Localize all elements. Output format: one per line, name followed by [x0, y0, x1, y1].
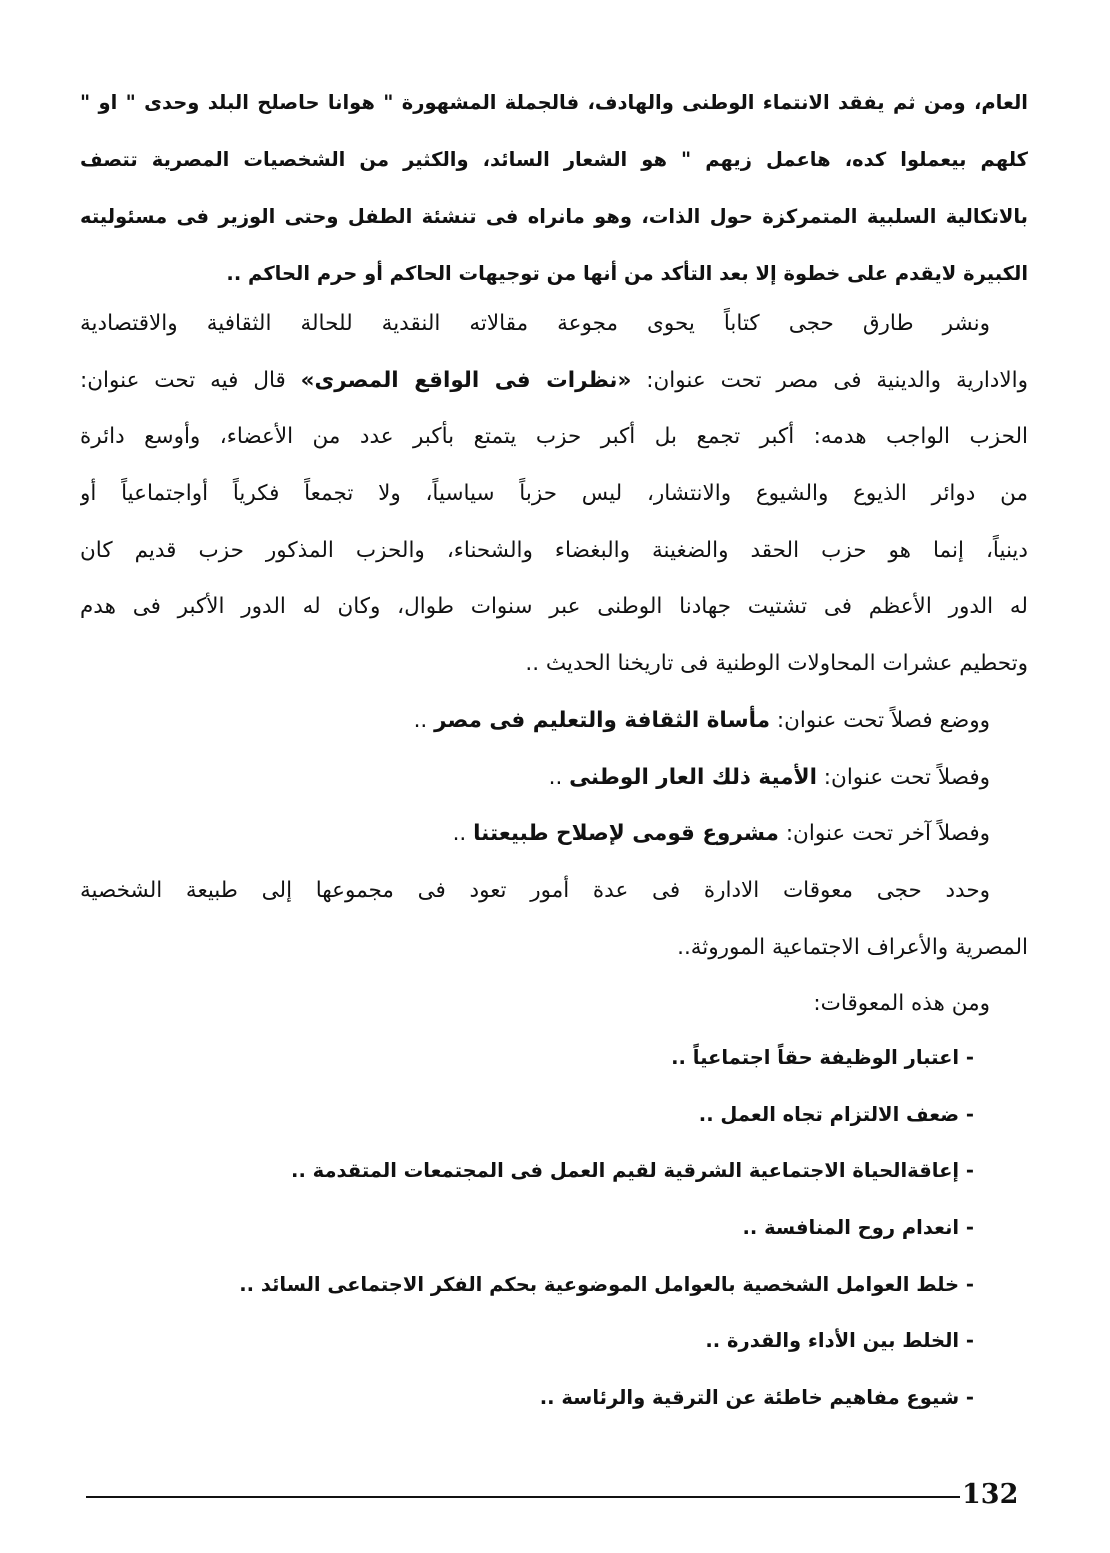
book-paragraph-line-2-end: قال فيه تحت عنوان:: [80, 367, 301, 393]
list-item: - خلط العوامل الشخصية بالعوامل الموضوعية بحكم الفكر الاجتماعى السائد ..: [239, 1272, 974, 1296]
chapter-line-3: [80, 806, 1028, 863]
book-paragraph-line-4: من دوائر الذيوع والشيوع والانتشار، ليس حزباً سياسياً، ولا تجمعاً فكرياً أواجتماعياً أو: [80, 481, 1028, 507]
intro-paragraph: [80, 74, 1028, 302]
chapter-2-suffix: ..: [548, 764, 570, 790]
book-paragraph-line-2: [80, 353, 1028, 410]
obstacles-paragraph-line-1: وحدد حجى معوقات الادارة فى عدة أمور تعود فى مجموعها إلى طبيعة الشخصية: [80, 877, 990, 903]
intro-line-4: الكبيرة لايقدم على خطوة إلا بعد التأكد من أنها من توجيهات الحاكم أو حرم الحاكم ..: [226, 262, 1028, 285]
obstacles-paragraph-line-2: المصرية والأعراف الاجتماعية الموروثة..: [677, 934, 1028, 960]
list-item: - إعاقةالحياة الاجتماعية الشرقية لقيم العمل فى المجتمعات المتقدمة ..: [291, 1159, 974, 1183]
book-paragraph-line-7: وتحطيم عشرات المحاولات الوطنية فى تاريخنا الحديث ..: [525, 651, 1028, 677]
chapter-1-suffix: ..: [413, 707, 435, 733]
book-paragraph-line-1: ونشر طارق حجى كتاباً يحوى مجوعة مقالاته النقدية للحالة الثقافية والاقتصادية: [80, 311, 990, 336]
list-item: - شيوع مفاهيم خاطئة عن الترقية والرئاسة ..: [539, 1386, 974, 1410]
chapter-1-title: مأساة الثقافة والتعليم فى مصر: [434, 707, 771, 733]
page-number: 132: [962, 1479, 1019, 1510]
obstacles-list-intro: ومن هذه المعوقات:: [813, 991, 990, 1017]
chapter-1-prefix: ووضع فصلاً تحت عنوان:: [770, 707, 990, 733]
list-item: - ضعف الالتزام تجاه العمل ..: [698, 1102, 974, 1126]
obstacles-list: [80, 1030, 974, 1427]
chapter-2-title: الأمية ذلك العار الوطنى: [569, 764, 817, 790]
list-item: - الخلط بين الأداء والقدرة ..: [705, 1329, 974, 1353]
book-title: «نظرات فى الواقع المصرى»: [300, 367, 632, 393]
list-item: - اعتبار الوظيفة حقاً اجتماعياً ..: [671, 1046, 974, 1069]
chapter-3-title: مشروع قومى لإصلاح طبيعتنا: [473, 821, 779, 847]
intro-line-1: العام، ومن ثم يفقد الانتماء الوطنى والهادف، فالجملة المشهورة " هوانا حاصلح البلد وحدى " او ": [80, 91, 1028, 114]
intro-line-3: بالاتكالية السلبية المتمركزة حول الذات، وهو مانراه فى تنشئة الطفل وحتى الوزير فى مسئوليته: [80, 205, 1028, 228]
intro-line-2: كلهم بيعملوا كده، هاعمل زيهم " هو الشعار السائد، والكثير من الشخصيات المصرية تتصف: [80, 148, 1028, 171]
book-paragraph-line-5: دينياً، إنما هو حزب الحقد والضغينة والبغضاء والشحناء، والحزب المذكور حزب قديم كان: [80, 537, 1028, 563]
main-body: [80, 296, 1028, 1033]
chapter-3-suffix: ..: [452, 821, 474, 847]
book-paragraph-line-3: الحزب الواجب هدمه: أكبر تجمع بل أكبر حزب يتمتع بأكبر عدد من الأعضاء، وأوسع دائرة: [80, 424, 1028, 450]
book-paragraph-line-2-start: والادارية والدينية فى مصر تحت عنوان:: [631, 367, 1028, 393]
chapter-3-prefix: وفصلاً آخر تحت عنوان:: [778, 821, 990, 847]
footer-divider: [86, 1496, 960, 1498]
list-item: - انعدام روح المنافسة ..: [742, 1216, 974, 1240]
book-paragraph-line-6: له الدور الأعظم فى تشتيت جهادنا الوطنى عبر سنوات طوال، وكان له الدور الأكبر فى هدم: [80, 594, 1028, 620]
chapter-line-1: [80, 693, 1028, 750]
chapter-2-prefix: وفصلاً تحت عنوان:: [816, 764, 990, 790]
chapter-line-2: [80, 750, 1028, 807]
